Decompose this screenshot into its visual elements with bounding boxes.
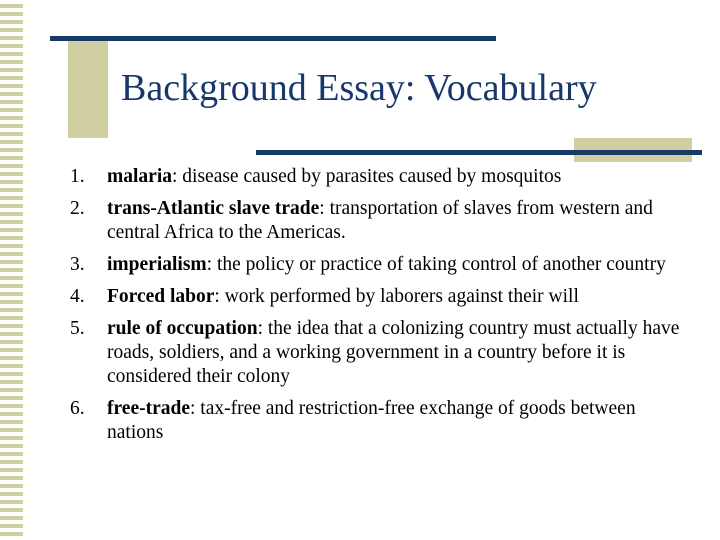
left-stripe-decoration <box>0 0 23 540</box>
olive-accent-block-top <box>68 40 108 138</box>
vocab-term: Forced labor <box>107 286 215 307</box>
vocab-number: 5. <box>70 318 85 339</box>
vocab-term: malaria <box>107 166 172 187</box>
vocab-number: 4. <box>70 286 85 307</box>
vocab-definition: : disease caused by parasites caused by mosquitos <box>171 166 562 187</box>
vocab-number: 2. <box>70 198 85 219</box>
vocab-item-imperialism <box>70 253 685 277</box>
vocab-definition: : tax-free and restriction-free exchange of goods between nations <box>107 398 636 443</box>
vocab-definition: : the policy or practice of taking control of another country <box>206 254 666 275</box>
vocab-term: rule of occupation <box>107 318 258 339</box>
vocab-term: free-trade <box>107 398 190 419</box>
title-rule-top <box>50 36 496 41</box>
vocab-term: trans-Atlantic slave trade <box>107 198 320 219</box>
vocab-item-malaria <box>70 165 685 189</box>
vocab-number: 3. <box>70 254 85 275</box>
vocab-item-forced-labor <box>70 285 685 309</box>
vocab-definition: : work performed by laborers against their will <box>214 286 579 307</box>
vocab-definition: : the idea that a colonizing country must actually have roads, soldiers, and a working government in a country before it is considered their colony <box>107 318 680 387</box>
vocab-item-slave-trade <box>70 197 685 245</box>
title-rule-bottom <box>256 150 702 155</box>
vocab-number: 6. <box>70 398 85 419</box>
vocab-item-free-trade <box>70 397 685 445</box>
vocab-number: 1. <box>70 166 85 187</box>
slide-title: Background Essay: Vocabulary <box>121 67 597 109</box>
vocab-item-rule-of-occupation <box>70 317 685 389</box>
vocab-definition: : transportation of slaves from western and central Africa to the Americas. <box>107 198 653 243</box>
vocabulary-list <box>70 165 685 453</box>
vocab-term: imperialism <box>107 254 207 275</box>
